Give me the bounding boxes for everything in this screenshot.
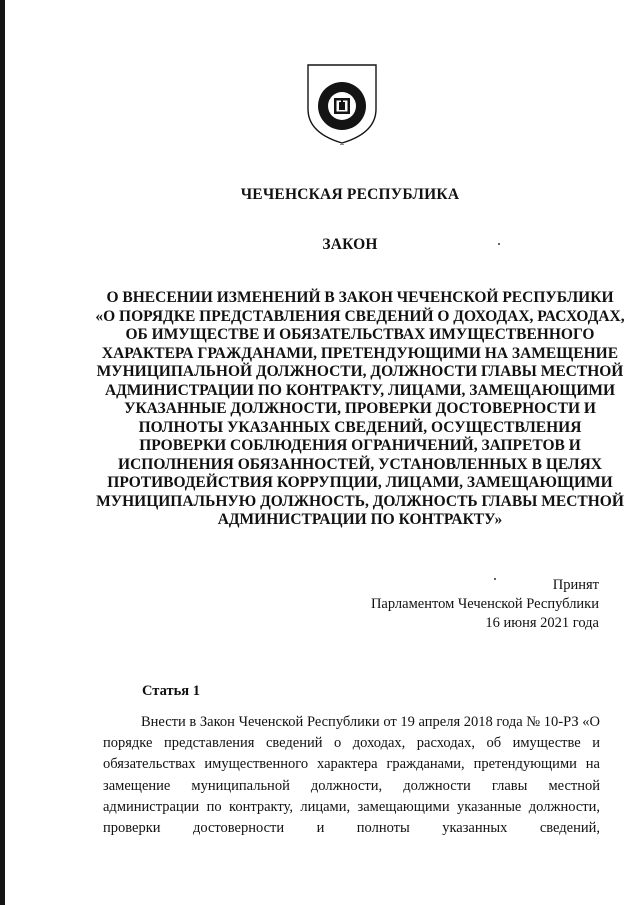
law-title: О ВНЕСЕНИИ ИЗМЕНЕНИЙ В ЗАКОН ЧЕЧЕНСКОЙ РЕСПУБЛИКИ «О ПОРЯДКЕ ПРЕДСТАВЛЕНИЯ СВЕДЕНИЙ О ДОХОДАХ, РАСХОДАХ, ОБ ИМУЩЕСТВЕ И ОБЯЗАТЕЛЬСТВАХ ИМУЩЕСТВЕННОГО ХАРАКТЕРА ГРАЖДАНАМИ, ПРЕТЕНДУЮЩИМИ НА ЗАМЕЩЕНИЕ МУНИЦИПАЛЬНОЙ ДОЛЖНОСТИ, ДОЛЖНОСТИ ГЛАВЫ МЕСТНОЙ АДМИНИСТРАЦИИ ПО КОНТРАКТУ, ЛИЦАМИ, ЗАМЕЩАЮЩИМИ УКАЗАННЫЕ ДОЛЖНОСТИ, ПРОВЕРКИ ДОСТОВЕРНОСТИ И ПОЛНОТЫ УКАЗАННЫХ СВЕДЕНИЙ, ОСУЩЕСТВЛЕНИЯ ПРОВЕРКИ СОБЛЮДЕНИЯ ОГРАНИЧЕНИЙ, ЗАПРЕТОВ И ИСПОЛНЕНИЯ ОБЯЗАННОСТЕЙ, УСТАНОВЛЕННЫХ В ЦЕЛЯХ ПРОТИВОДЕЙСТВИЯ КОРРУПЦИИ, ЛИЦАМИ, ЗАМЕЩАЮЩИМИ МУНИЦИПАЛЬНУЮ ДОЛЖНОСТЬ, ДОЛЖНОСТЬ ГЛАВЫ МЕСТНОЙ АДМИНИСТРАЦИИ ПО КОНТРАКТУ» <box>95 289 625 528</box>
document-type: ЗАКОН <box>322 236 378 253</box>
article-title: Статья 1 <box>142 683 200 699</box>
scan-speck <box>498 243 500 245</box>
coat-of-arms-icon <box>302 61 382 145</box>
article-body: Внести в Закон Чеченской Республики от 19 апреля 2018 года № 10-РЗ «О порядке представления сведений о доходах, расходах, об имуществе и обязательствах имущественного характера гражданами, претендующими на замещение муниципальной должности, должности главы местной администрации по контракту, лицами, замещающими указанные должности, проверки достоверности и полноты указанных сведений, <box>103 714 600 837</box>
region-heading: ЧЕЧЕНСКАЯ РЕСПУБЛИКА <box>240 186 460 203</box>
adoption-block <box>371 576 599 633</box>
adoption-line-1: Принят <box>552 577 599 593</box>
adoption-date: 16 июня 2021 года <box>485 615 599 631</box>
adoption-line-2: Парламентом Чеченской Республики <box>370 596 599 612</box>
scan-left-edge <box>0 0 5 905</box>
